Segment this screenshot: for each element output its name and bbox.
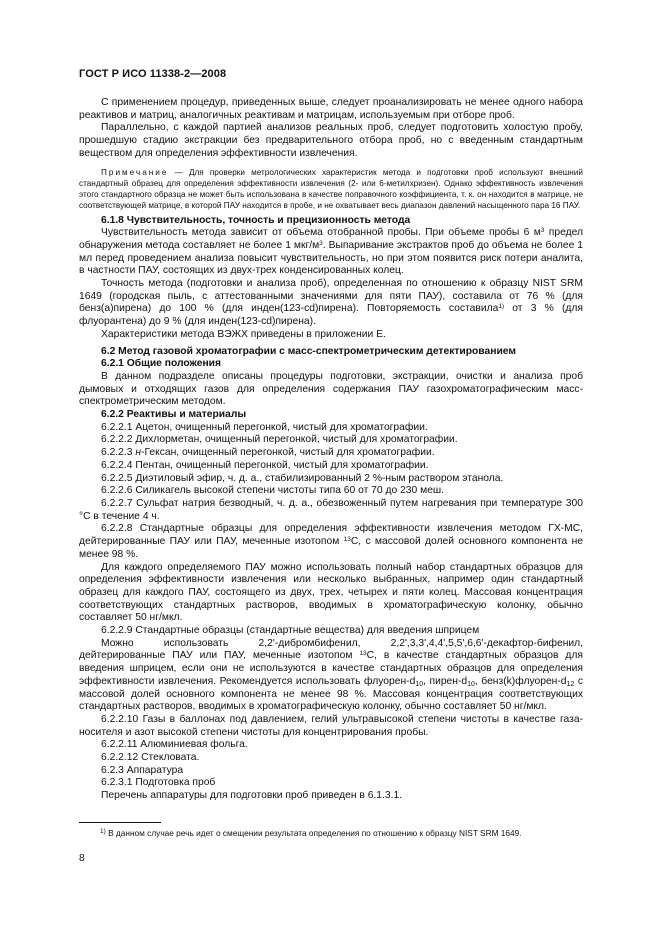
paragraph: Перечень аппаратуры для подготовки проб приведен в 6.1.3.1.: [101, 790, 403, 802]
list-item: 6.2.2.8 Стандартные образцы для определения эффективности извлечения методом ГХ-МС, дейтерированные ПАУ или ПАУ, меченные изотопом $^{13}$С, с массовой долей основного компонента не менее 98 %.: [79, 523, 583, 560]
paragraph: Для каждого определяемого ПАУ можно использовать полный набор стандартных образцов для определения эффективности извлечения или несколько выбранных, например один стандартный образец для каждого ПАУ, состоящего из двух, трех, четырех и пяти колец. Массовая концентрация соответствующих стандартных растворов, вводимых в хроматографическую колонку, обычно составляет 50 нг/мкл.: [79, 561, 583, 624]
list-item: 6.2.2.9 Стандартные образцы (стандартные вещества) для введения шприцем: [101, 625, 480, 637]
list-item: 6.2.3.1 Подготовка проб: [101, 777, 216, 789]
paragraph: В данном подразделе описаны процедуры подготовки, экстракции, очистки и анализа проб дымовых и отходящих газов для определения содержания ПАУ газохроматографическим масс-спектрометрическим методом.: [79, 370, 583, 408]
note-label: Примечание: [101, 167, 169, 177]
section-heading-6-2: 6.2 Метод газовой хроматографии с масс-спектрометрическим детектированием: [101, 345, 516, 357]
list-item: 6.2.2.7 Сульфат натрия безводный, ч. д. а., обезвоженный путем нагревания при температуре 300 °С в течение 4 ч.: [79, 497, 583, 522]
paragraph: Можно использовать 2,2'-дибромбифенил, 2,2',3,3',4,4',5,5',6,6'-декафтор-бифенил, дейтерированные ПАУ или ПАУ, меченные изотопом $^{13}$С, в качестве стандартных образцов для введения шприцем, если они не используются в качестве стандартных образцов для определения эффективности извлечения. Рекомендуется использовать флуорен-$d_{10}$, пирен-$d_{10}$, $бенз(k)флуорен-d_{12}$ с массовой долей основного компонента не менее 98 %. Массовая концентрация соответствующих стандартных растворов, вводимых в хроматографическую колонку, обычно составляет 50 нг/мкл.: [79, 637, 583, 713]
paragraph: Характеристики метода ВЭЖХ приведены в приложении Е.: [101, 328, 386, 340]
section-heading-6-1-8: 6.1.8 Чувствительность, точность и прецизионность метода: [101, 214, 411, 226]
page-number: 8: [79, 853, 85, 864]
paragraph: Параллельно, с каждой партией анализов реальных проб, следует подготовить холостую пробу, прошедшую стадию экстракции без предварительного отбора проб, но с введенным стандартным веществом для определения эффективности извлечения.: [79, 122, 583, 159]
list-item: 6.2.2.1 Ацетон, очищенный перегонкой, чистый для хроматографии.: [101, 421, 428, 433]
footnote-reference: 1): [498, 303, 505, 311]
page-body: [79, 97, 583, 803]
section-heading-6-2-2: 6.2.2 Реактивы и материалы: [101, 409, 247, 421]
section-heading-6-2-1: 6.2.1 Общие положения: [101, 358, 221, 370]
section-heading-6-2-3: 6.2.3 Аппаратура: [101, 764, 184, 776]
list-item: 6.2.2.6 Силикагель высокой степени чистоты типа 60 от 70 до 230 меш.: [101, 485, 445, 497]
note: Примечание — Для проверки метрологических характеристик метода и подготовки проб используют внешний стандартный образец для определения эффективности извлечения (2- или 6-метилхризен). Однако эффективность извлечения этого стандартного образца не может быть использована в качестве поправочного коэффициента, т. к. он находится в матрице, не соответствующей матрице, в которой ПАУ находится в пробе, и не охватывает весь диапазон давлений насыщенного пара 16 ПАУ.: [79, 167, 583, 210]
footnote-separator: [79, 822, 161, 823]
list-item: 6.2.2.4 Пентан, очищенный перегонкой, чистый для хроматографии.: [101, 459, 429, 471]
footnote: [100, 828, 583, 838]
list-item: 6.2.2.5 Диэтиловый эфир, ч. д. а., стабилизированный 2 %-ным раствором этанола.: [101, 472, 504, 484]
footnote-text: В данном случае речь идет о смещении результата определения по отношению к образцу NIST SRM 1649.: [108, 828, 522, 838]
paragraph: С применением процедур, приведенных выше, следует проанализировать не менее одного набора реактивов и матриц, аналогичных реактивам и матрицам, используемым при отборе проб.: [79, 97, 583, 121]
list-item: 6.2.2.12 Стекловата.: [101, 752, 200, 764]
document-header: ГОСТ Р ИСО 11338-2—2008: [79, 68, 227, 80]
paragraph: Точность метода (подготовки и анализа проб), определенная по отношению к образцу NIST SRM 1649 (городская пыль, с аттестованными значениями для пяти ПАУ), составила от 76 % (для бенз(а)пирена) до 100 % (для инден(123-cd)пирена). Повторяемость составила$^{1)}$ от 3 % (для флуорантена) до 9 % (для инден(123-cd)пирена).: [79, 278, 583, 328]
list-item: 6.2.2.11 Алюминиевая фольга.: [101, 739, 248, 751]
list-item: 6.2.2.2 Дихлорметан, очищенный перегонкой, чистый для хроматографии.: [101, 434, 458, 446]
list-item: 6.2.2.10 Газы в баллонах под давлением, гелий ультравысокой степени чистоты в качестве газа-носителя и азот высокой степени чистоты для концентрирования пробы.: [79, 713, 583, 738]
list-item: 6.2.2.3 н-Гексан, очищенный перегонкой, чистый для хроматографии.: [101, 447, 435, 459]
note-text: Для проверки метрологических характеристик метода и подготовки проб используют внешний стандартный образец для определения эффективности извлечения (2- или 6-метилхризен). Однако эффективность извлечения этого стандартного образца не может быть использована в качестве поправочного коэффициента, т. к. он находится в матрице, не соответствующей матрице, в которой ПАУ находится в пробе, и не охватывает весь диапазон давлений насыщенного пара 16 ПАУ.: [79, 167, 583, 210]
footnote-mark: 1): [100, 828, 106, 835]
paragraph: Чувствительность метода зависит от объема отобранной пробы. При объеме пробы 6 $м^3$ предел обнаружения метода составляет не более 1 мкг/$м^3$. Выпаривание экстрактов проб до объема не более 1 мл перед проведением анализа повысит чувствительность, но при этом появится риск потери аналита, в частности ПАУ, состоящих из двух-трех конденсированных колец.: [79, 227, 583, 277]
